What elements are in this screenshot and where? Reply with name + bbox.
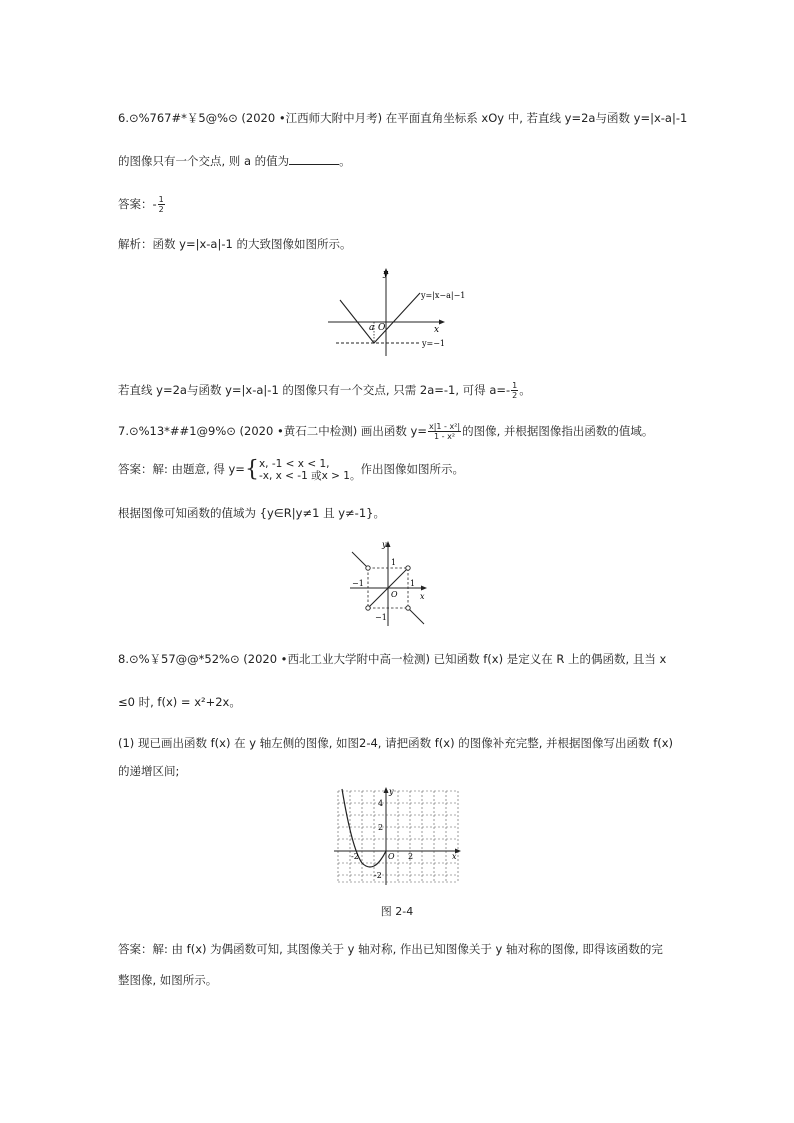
origin-label: O xyxy=(391,590,398,599)
q6-stem-line2 xyxy=(118,153,684,169)
q7-range: 根据图像可知函数的值域为 {y∈R|y≠1 且 y≠-1}。 xyxy=(118,506,385,520)
q6-stem-end: 。 xyxy=(339,154,351,168)
tick-neg2-y: -2 xyxy=(374,871,382,880)
q6-conclusion xyxy=(118,381,684,400)
q7-graph xyxy=(340,538,435,630)
q8-figure-2-4 xyxy=(332,787,464,887)
tick-neg2-x: -2 xyxy=(351,852,359,861)
case-1: x, -1 < x < 1, xyxy=(258,457,330,470)
tick-1-top: 1 xyxy=(391,558,397,567)
fraction-numerator: 1 xyxy=(158,195,164,204)
q6-stem-line1: 6.⊙%767#*￥5@%⊙ (2020 •江西师大附中月考) 在平面直角坐标系 xOy 中, 若直线 y=2a与函数 y=|x-a|-1 xyxy=(118,111,688,125)
tick-neg1-bottom: −1 xyxy=(375,613,387,622)
q7-stem xyxy=(118,422,684,441)
tick-4: 4 xyxy=(378,799,384,808)
q6-answer xyxy=(118,195,684,214)
x-axis-label: x xyxy=(420,592,425,601)
q7-answer xyxy=(118,457,684,482)
answer-label: 答案： xyxy=(118,197,153,211)
fraction-numerator: x|1 - x²| xyxy=(428,422,461,431)
fraction-numerator: 1 xyxy=(512,381,518,390)
y-axis-label: y xyxy=(383,269,389,279)
q6-analysis: 解析：函数 y=|x-a|-1 的大致图像如图所示。 xyxy=(118,237,352,251)
conclusion-text: 若直线 y=2a与函数 y=|x-a|-1 的图像只有一个交点, 只需 2a=-1, 可得 a=- xyxy=(118,383,511,397)
q7-function-fraction xyxy=(428,422,461,441)
brace-symbol: { xyxy=(244,456,259,482)
answer-text: 答案：解: 由题意, 得 y= xyxy=(118,462,245,476)
curve-label: y=|x−a|−1 xyxy=(421,291,466,300)
q6-graph xyxy=(320,263,480,358)
q8-answer-line1: 答案：解: 由 f(x) 为偶函数可知, 其图像关于 y 轴对称, 作出已知图像关于 y 轴对称的图像, 即得该函数的完 xyxy=(118,942,663,956)
conclusion-fraction xyxy=(511,381,518,400)
q8-stem-line1: 8.⊙%￥57@@*52%⊙ (2020 •西北工业大学附中高一检测) 已知函数 f(x) 是定义在 R 上的偶函数, 且当 x xyxy=(118,652,667,666)
origin-label: O xyxy=(388,852,395,861)
q8-stem-line2: ≤0 时, f(x) = x²+2x。 xyxy=(118,695,241,709)
answer-blank xyxy=(289,153,339,165)
x-axis-label: x xyxy=(434,325,440,335)
case-2: -x, x < -1 或x > 1。 xyxy=(258,469,361,482)
fraction-denominator: 1 - x² xyxy=(434,432,456,441)
q7-stem-text: 7.⊙%13*##1@9%⊙ (2020 •黄石二中检测) 画出函数 y= xyxy=(118,424,427,438)
piecewise-cases xyxy=(259,458,361,482)
tick-2-x: 2 xyxy=(408,852,414,861)
q8-answer-line2: 整图像, 如图所示。 xyxy=(118,973,218,987)
y-axis-label: y xyxy=(389,787,394,796)
origin-label: O xyxy=(378,323,386,333)
fraction-denominator: 2 xyxy=(512,391,518,400)
q8-part1-line2: 的递增区间; xyxy=(118,764,180,778)
q6-stem-text: 的图像只有一个交点, 则 a 的值为 xyxy=(118,154,290,168)
tick-2-y: 2 xyxy=(378,823,384,832)
figure-caption: 图 2-4 xyxy=(380,905,414,918)
answer-fraction xyxy=(158,195,165,214)
conclusion-end: 。 xyxy=(519,383,531,397)
fraction-denominator: 2 xyxy=(158,205,164,214)
a-label: a xyxy=(369,323,375,333)
answer-sign: - xyxy=(152,197,157,211)
x-axis-label: x xyxy=(452,852,457,861)
q8-part1-line1: (1) 现已画出函数 f(x) 在 y 轴左侧的图像, 如图2-4, 请把函数 f(x) 的图像补充完整, 并根据图像写出函数 f(x) xyxy=(118,736,674,750)
y-axis-label: y xyxy=(382,540,387,549)
tick-neg1-left: −1 xyxy=(352,579,364,588)
q7-stem-end: 的图像, 并根据图像指出函数的值域。 xyxy=(462,424,654,438)
tick-1-right: 1 xyxy=(410,579,416,588)
line-label: y=−1 xyxy=(422,339,446,348)
answer-end: 作出图像如图所示。 xyxy=(360,462,464,476)
